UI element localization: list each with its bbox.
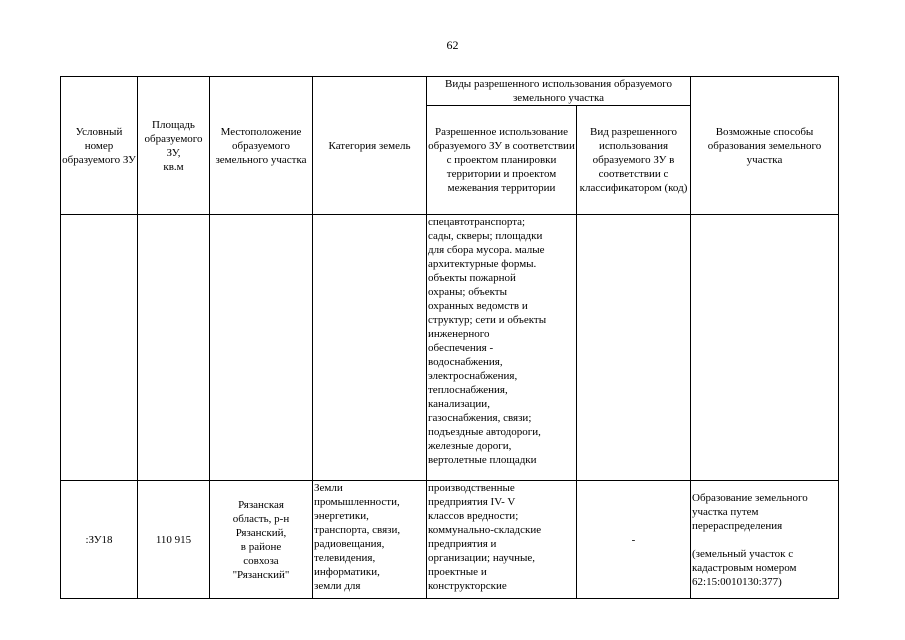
header-permitted-use-project: Разрешенное использование образуемого ЗУ в соответствии с проектом планировки территории и проектом межевания территории (427, 106, 577, 215)
empty-cell (210, 215, 313, 481)
zu18-classifier-code: - (577, 481, 691, 599)
empty-cell (61, 215, 138, 481)
zu18-area: 110 915 (138, 481, 210, 599)
table-row (61, 215, 839, 481)
empty-cell (138, 215, 210, 481)
zu18-location: Рязанская область, р-н Рязанский, в районе совхоза "Рязанский" (210, 481, 313, 599)
zu18-permitted-use: производственные предприятия IV- V классов вредности; коммунально-складские предприятия и организации; научные, проектные и конструкторские (427, 481, 577, 599)
header-conditional-number: Условный номер образуемого ЗУ (61, 77, 138, 215)
header-permitted-use-group: Виды разрешенного использования образуемого земельного участка (427, 77, 691, 106)
page-number: 62 (446, 38, 459, 52)
header-land-category: Категория земель (313, 77, 427, 215)
zu18-conditional-number: :ЗУ18 (61, 481, 138, 599)
table-row (61, 481, 839, 599)
header-permitted-use-classifier: Вид разрешенного использования образуемого ЗУ в соответствии с классификатором (код) (577, 106, 691, 215)
land-plots-table (60, 76, 839, 599)
empty-cell (691, 215, 839, 481)
continuation-permitted-use: спецавтотранспорта; сады, скверы; площадки для сбора мусора. малые архитектурные формы. объекты пожарной охраны; объекты охранных ведомств и структур; сети и объекты инженерного обеспечения - водоснабжения, электроснабжения, теплоснабжения, канализации, газоснабжения, связи; подъездные автодороги, железные дороги, вертолетные площадки (427, 215, 577, 481)
header-area: Площадь образуемого ЗУ, кв.м (138, 77, 210, 215)
zu18-land-category: Земли промышленности, энергетики, транспорта, связи, радиовещания, телевидения, информатики, земли для (313, 481, 427, 599)
zu18-formation-methods: Образование земельного участка путем перераспределения (земельный участок с кадастровым номером 62:15:0010130:377) (691, 481, 839, 599)
empty-cell (313, 215, 427, 481)
header-formation-methods: Возможные способы образования земельного участка (691, 77, 839, 215)
header-location: Местоположение образуемого земельного участка (210, 77, 313, 215)
empty-cell (577, 215, 691, 481)
